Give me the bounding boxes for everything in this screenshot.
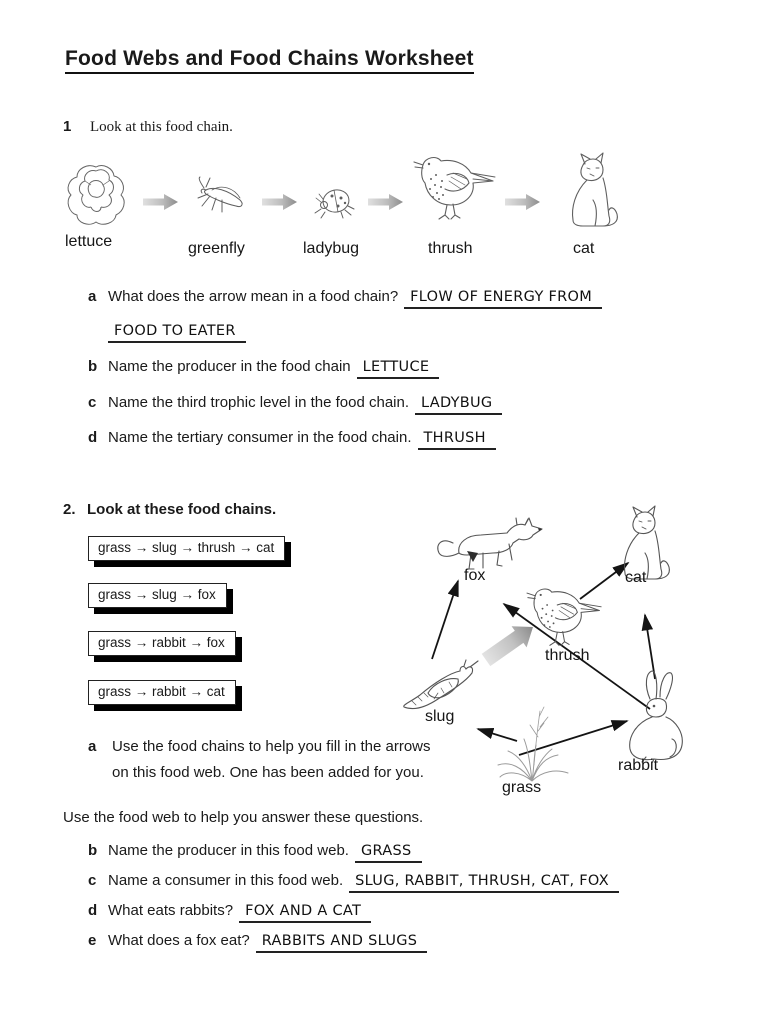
ladybug-illustration	[313, 184, 355, 225]
question-letter: c	[88, 872, 97, 889]
mid-instruction: Use the food web to help you answer these questions.	[63, 809, 424, 826]
chain-item-label: greenfly	[188, 240, 245, 257]
question-letter: a	[88, 738, 97, 755]
thrush-illustration	[413, 151, 498, 228]
question-letter: d	[88, 902, 98, 919]
handwritten-answer: THRUSH	[418, 430, 496, 450]
chain-item-label: lettuce	[65, 233, 113, 250]
question-row-c2	[88, 872, 619, 889]
chain-arrow-icon	[262, 193, 298, 211]
handwritten-answer: FOX AND A CAT	[239, 903, 371, 923]
question2-heading	[63, 501, 276, 518]
question-text: Name the tertiary consumer in the food chain.	[108, 429, 412, 446]
food-chain-box: grass → rabbit → fox	[88, 631, 236, 656]
handwritten-answer: LETTUCE	[357, 359, 440, 379]
question-row-b	[88, 358, 439, 375]
greenfly-illustration	[188, 176, 250, 221]
fox-illustration	[433, 513, 545, 580]
question-text: What eats rabbits?	[108, 902, 234, 919]
question2-prompt: Look at these food chains.	[87, 501, 277, 518]
question-row-d	[88, 429, 496, 446]
question2-number: 2.	[63, 501, 76, 518]
food-chain-box: grass → rabbit → cat	[88, 680, 236, 705]
question-row-d2	[88, 902, 371, 919]
question-text: Name the producer in the food chain	[108, 358, 351, 375]
web-node-label: grass	[502, 779, 542, 796]
handwritten-answer: FOOD TO EATER	[108, 323, 246, 343]
handwritten-answer: SLUG, RABBIT, THRUSH, CAT, FOX	[349, 873, 619, 893]
chain-arrow-icon	[505, 193, 541, 211]
web-node-label: fox	[464, 567, 486, 584]
question-text: Name the third trophic level in the food chain.	[108, 394, 410, 411]
food-chain-box: grass → slug → fox	[88, 583, 227, 608]
question-text: What does a fox eat?	[108, 932, 250, 949]
question-row-a2	[88, 734, 440, 786]
thrush-illustration	[508, 583, 622, 654]
lettuce-illustration	[63, 161, 129, 232]
question-text: Name the producer in this food web.	[108, 842, 349, 859]
question-letter: d	[88, 429, 98, 446]
question-row-c	[88, 394, 502, 411]
web-node-label: rabbit	[618, 757, 659, 774]
page-title: Food Webs and Food Chains Worksheet	[65, 47, 474, 74]
question-text: What does the arrow mean in a food chain?	[108, 288, 399, 305]
question-row-a	[88, 288, 602, 305]
handwritten-answer: GRASS	[355, 843, 422, 863]
chain-item-label: thrush	[428, 240, 473, 257]
question-row-a-cont	[108, 322, 246, 339]
handwritten-answer: LADYBUG	[415, 395, 502, 415]
web-node-label: slug	[425, 708, 455, 725]
chain-arrow-icon	[143, 193, 179, 211]
food-chain-row	[55, 148, 665, 268]
chain-item-label: cat	[573, 240, 595, 257]
question-letter: a	[88, 288, 97, 305]
rabbit-illustration	[620, 669, 692, 768]
chain-arrow-icon	[368, 193, 404, 211]
cat-illustration	[563, 152, 621, 233]
food-web-diagram	[398, 503, 766, 818]
question1-prompt: Look at this food chain.	[90, 119, 233, 135]
question-text: Name a consumer in this food web.	[108, 872, 344, 889]
handwritten-answer: RABBITS AND SLUGS	[256, 933, 428, 953]
food-chain-box: grass → slug → thrush → cat	[88, 536, 285, 561]
question-text: Use the food chains to help you fill in the arrows on this food web. One has been added for you.	[112, 738, 431, 781]
question-letter: e	[88, 932, 97, 949]
handwritten-answer: FLOW OF ENERGY FROM	[404, 289, 602, 309]
web-node-label: cat	[625, 569, 647, 586]
question-letter: c	[88, 394, 97, 411]
question-row-e2	[88, 932, 427, 949]
question-letter: b	[88, 358, 98, 375]
arrow-slug-to-fox	[432, 581, 458, 659]
question-row-b2	[88, 842, 422, 859]
web-node-label: thrush	[545, 647, 590, 664]
question-letter: b	[88, 842, 98, 859]
chain-item-label: ladybug	[303, 240, 360, 257]
question1-number: 1	[63, 118, 72, 135]
